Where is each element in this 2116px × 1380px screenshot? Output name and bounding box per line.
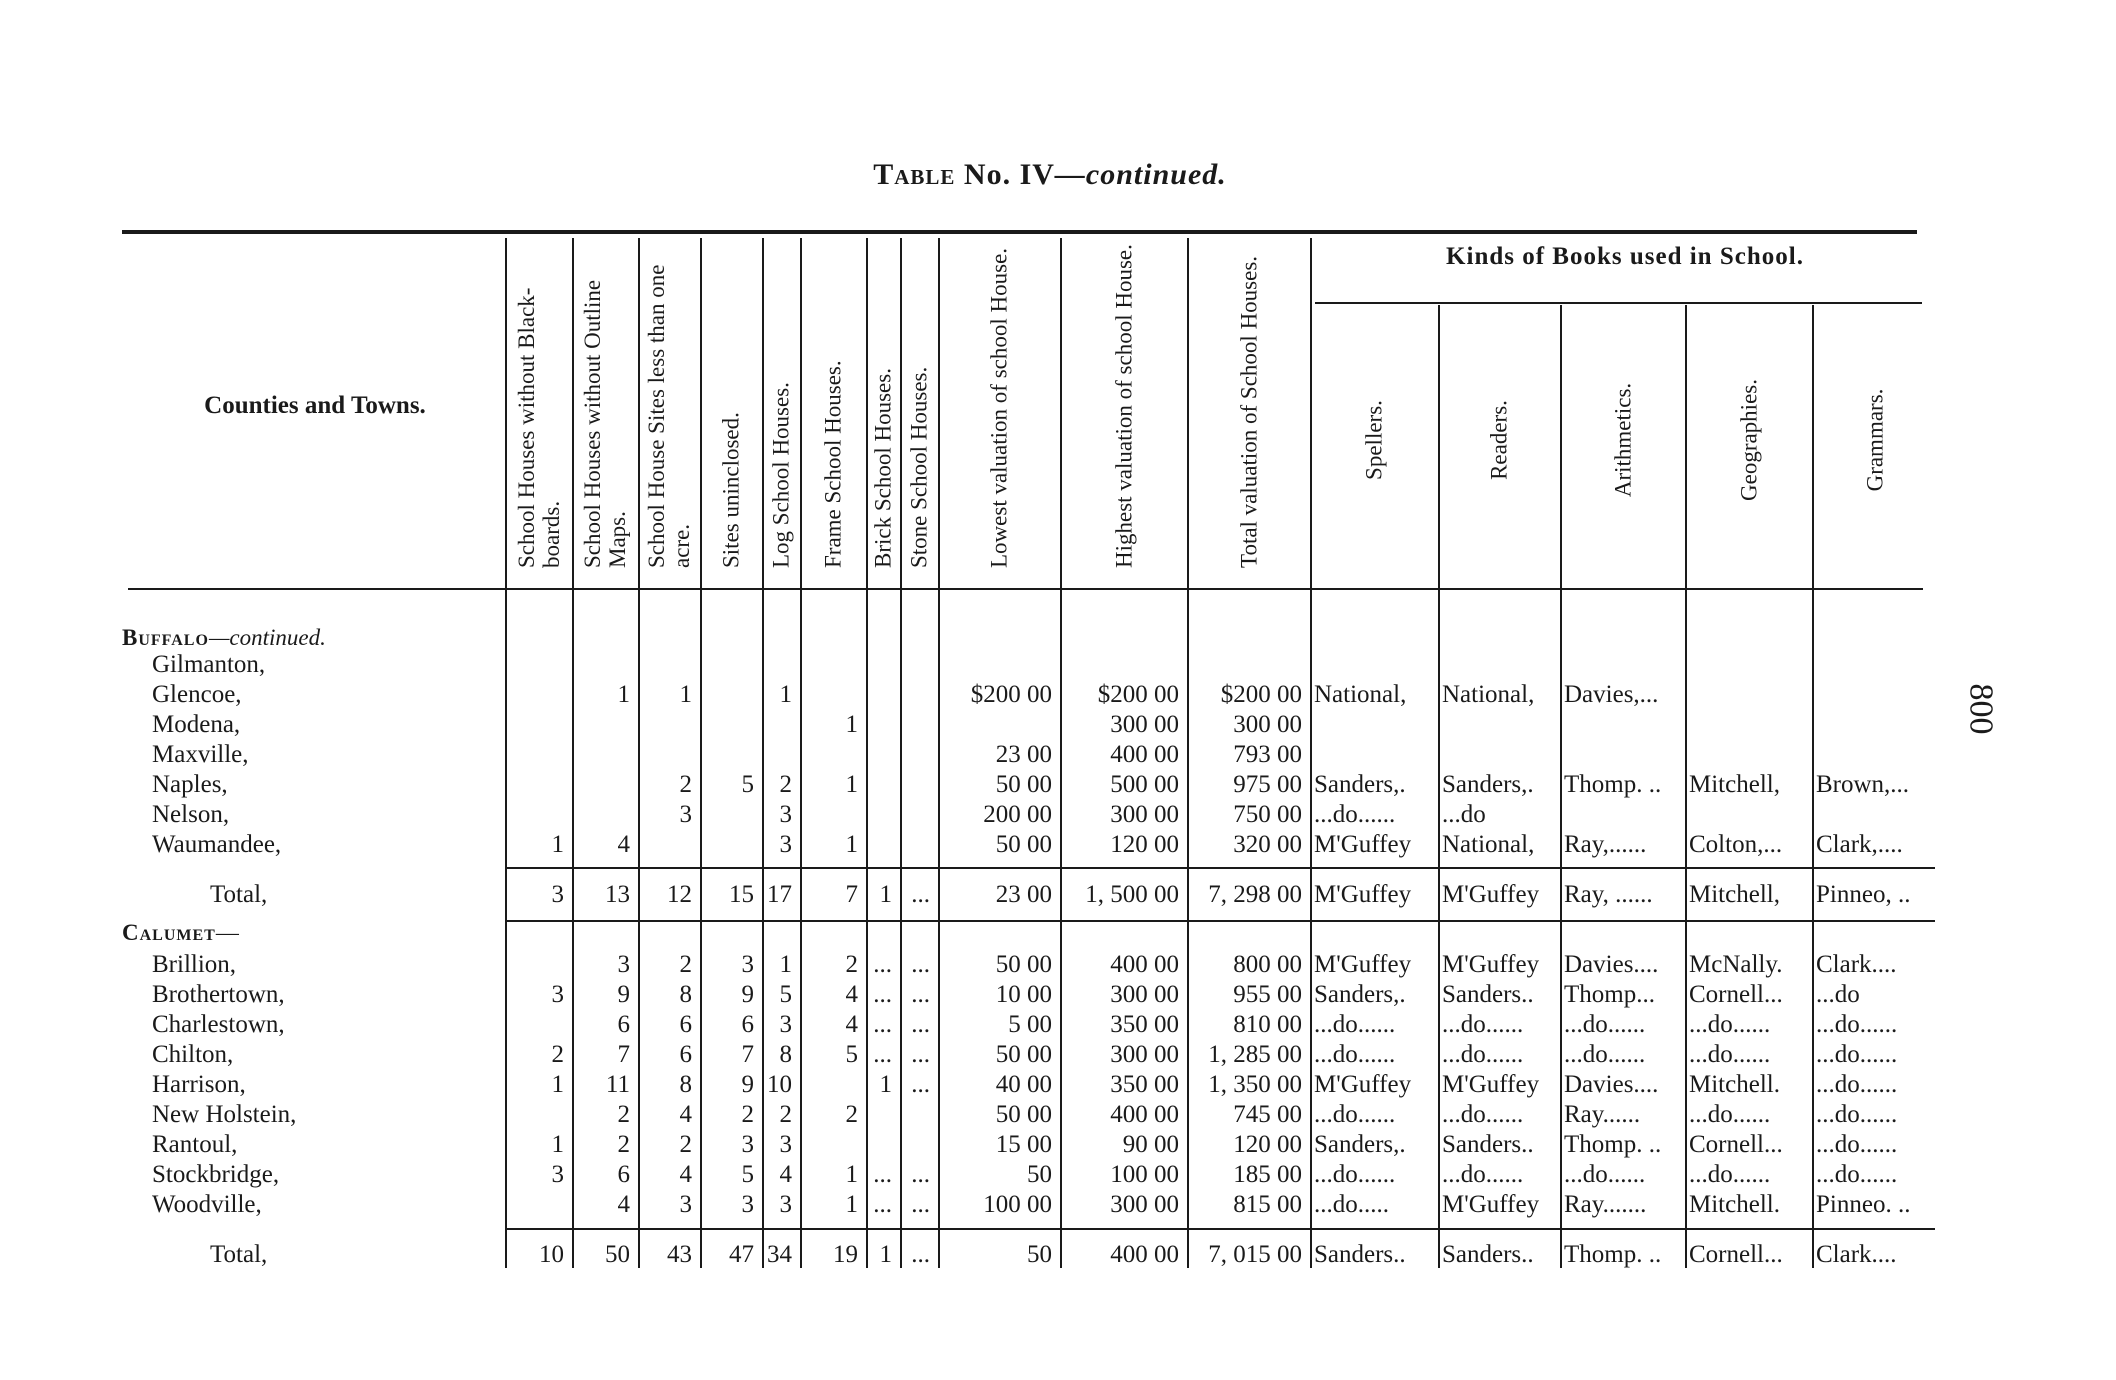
table-cell: 3 bbox=[679, 1191, 692, 1218]
table-cell: 100 00 bbox=[1110, 1161, 1179, 1188]
buffalo-total-rule bbox=[505, 867, 1935, 869]
col-header-sites-uninclosed: Sites uninclosed. bbox=[718, 412, 744, 568]
table-cell: Cornell... bbox=[1689, 1131, 1783, 1158]
table-cell: 815 00 bbox=[1233, 1191, 1302, 1218]
table-row bbox=[0, 950, 2116, 980]
table-cell: ...do...... bbox=[1442, 1101, 1524, 1128]
table-cell: 3 bbox=[779, 1011, 792, 1038]
table-cell: ...do...... bbox=[1689, 1011, 1771, 1038]
section-heading-calumet: Calumet— bbox=[122, 920, 239, 945]
table-cell: 1 bbox=[845, 771, 858, 798]
table-cell: ...do...... bbox=[1564, 1041, 1646, 1068]
table-cell: 34 bbox=[767, 1241, 792, 1268]
table-cell: 1 bbox=[551, 1131, 564, 1158]
town-name: Naples, bbox=[152, 771, 228, 798]
col-header-total-valuation: Total valuation of School Houses. bbox=[1236, 255, 1261, 568]
table-cell: 2 bbox=[679, 951, 692, 978]
table-cell: 19 bbox=[833, 1241, 858, 1268]
table-cell: 3 bbox=[779, 1131, 792, 1158]
table-cell: 50 bbox=[1027, 1161, 1052, 1188]
table-cell: 15 00 bbox=[995, 1131, 1052, 1158]
table-cell: ...do...... bbox=[1689, 1041, 1771, 1068]
total-label: Total, bbox=[210, 881, 268, 908]
table-cell: 47 bbox=[729, 1241, 754, 1268]
town-name: Glencoe, bbox=[152, 681, 242, 708]
table-cell: ...do...... bbox=[1816, 1011, 1898, 1038]
table-cell: 1 bbox=[879, 1071, 892, 1098]
col-header-spellers: Spellers. bbox=[1361, 400, 1387, 480]
kinds-of-books-header: Kinds of Books used in School. bbox=[1446, 243, 1804, 270]
table-cell: 6 bbox=[679, 1041, 692, 1068]
table-cell: 1 bbox=[617, 681, 630, 708]
table-cell: 50 00 bbox=[995, 771, 1052, 798]
table-cell: 975 00 bbox=[1233, 771, 1302, 798]
table-cell: 300 00 bbox=[1110, 711, 1179, 738]
table-cell: Ray, ...... bbox=[1564, 881, 1653, 908]
table-cell: ... bbox=[873, 951, 892, 978]
table-cell: ...do...... bbox=[1314, 1041, 1396, 1068]
table-cell: 1 bbox=[845, 1191, 858, 1218]
table-row bbox=[0, 800, 2116, 830]
table-cell: Mitchell, bbox=[1689, 881, 1780, 908]
table-cell: 43 bbox=[667, 1241, 692, 1268]
table-cell: Pinneo, .. bbox=[1816, 881, 1911, 908]
table-cell: 4 bbox=[779, 1161, 792, 1188]
header-bottom-rule bbox=[128, 588, 1923, 590]
table-cell: 2 bbox=[779, 1101, 792, 1128]
table-cell: ...do...... bbox=[1816, 1131, 1898, 1158]
table-cell: M'Guffey bbox=[1442, 951, 1540, 978]
table-cell: ...do...... bbox=[1689, 1161, 1771, 1188]
table-cell: 9 bbox=[617, 981, 630, 1008]
table-cell: 7 bbox=[617, 1041, 630, 1068]
town-name: Gilmanton, bbox=[152, 651, 266, 678]
table-cell: 745 00 bbox=[1233, 1101, 1302, 1128]
table-cell: 8 bbox=[679, 1071, 692, 1098]
table-cell: M'Guffey bbox=[1442, 1191, 1540, 1218]
table-cell: 300 00 bbox=[1110, 981, 1179, 1008]
table-row bbox=[0, 830, 2116, 860]
table-cell: M'Guffey bbox=[1442, 1071, 1540, 1098]
town-name: New Holstein, bbox=[152, 1101, 297, 1128]
table-cell: ...do...... bbox=[1314, 1011, 1396, 1038]
table-cell: 300 00 bbox=[1110, 1041, 1179, 1068]
table-cell: Sanders,. bbox=[1314, 1131, 1406, 1158]
table-cell: 200 00 bbox=[983, 801, 1052, 828]
table-cell: $200 00 bbox=[1097, 681, 1179, 708]
table-cell: Mitchell, bbox=[1689, 771, 1780, 798]
table-cell: 1 bbox=[551, 831, 564, 858]
table-cell: 400 00 bbox=[1110, 1101, 1179, 1128]
table-cell: 23 00 bbox=[995, 741, 1052, 768]
table-cell: 90 00 bbox=[1122, 1131, 1179, 1158]
table-cell: ...do...... bbox=[1442, 1011, 1524, 1038]
table-cell: ...do...... bbox=[1314, 1101, 1396, 1128]
table-row bbox=[0, 1130, 2116, 1160]
table-cell: ... bbox=[911, 881, 930, 908]
town-name: Brillion, bbox=[152, 951, 237, 978]
table-cell: 6 bbox=[679, 1011, 692, 1038]
table-cell: ... bbox=[873, 1191, 892, 1218]
table-cell: 15 bbox=[729, 881, 754, 908]
table-row bbox=[0, 710, 2116, 740]
table-cell: 12 bbox=[667, 881, 692, 908]
counties-header: Counties and Towns. bbox=[204, 392, 426, 419]
town-name: Maxville, bbox=[152, 741, 249, 768]
table-cell: Ray...... bbox=[1564, 1101, 1641, 1128]
table-cell: 4 bbox=[845, 1011, 858, 1038]
col-header-frame: Frame School Houses. bbox=[820, 360, 846, 568]
table-row bbox=[0, 1160, 2116, 1190]
table-cell: ... bbox=[911, 1241, 930, 1268]
table-cell: 2 bbox=[845, 1101, 858, 1128]
table-cell: 2 bbox=[617, 1131, 630, 1158]
table-cell: Davies,... bbox=[1564, 681, 1659, 708]
page-number: 800 bbox=[1962, 683, 2000, 735]
table-cell: 3 bbox=[741, 951, 754, 978]
table-cell: M'Guffey bbox=[1314, 951, 1412, 978]
table-cell: 50 bbox=[605, 1241, 630, 1268]
total-row bbox=[0, 1240, 2116, 1270]
table-cell: 2 bbox=[679, 771, 692, 798]
table-cell: ... bbox=[911, 981, 930, 1008]
table-cell: 2 bbox=[741, 1101, 754, 1128]
table-cell: 3 bbox=[617, 951, 630, 978]
table-cell: 5 bbox=[741, 771, 754, 798]
town-name: Charlestown, bbox=[152, 1011, 285, 1038]
table-cell: 300 00 bbox=[1110, 1191, 1179, 1218]
table-cell: 1 bbox=[845, 1161, 858, 1188]
town-name: Woodville, bbox=[152, 1191, 262, 1218]
table-cell: 3 bbox=[551, 981, 564, 1008]
table-cell: ...do...... bbox=[1816, 1101, 1898, 1128]
table-cell: 7, 015 00 bbox=[1208, 1241, 1302, 1268]
title-number: No. IV bbox=[963, 158, 1055, 191]
table-cell: 3 bbox=[551, 881, 564, 908]
table-cell: ...do bbox=[1442, 801, 1486, 828]
table-cell: ...do...... bbox=[1564, 1161, 1646, 1188]
table-cell: 7 bbox=[741, 1041, 754, 1068]
town-name: Waumandee, bbox=[152, 831, 282, 858]
table-cell: 1, 285 00 bbox=[1208, 1041, 1302, 1068]
table-cell: 3 bbox=[779, 1191, 792, 1218]
table-cell: 1 bbox=[879, 1241, 892, 1268]
col-header-grammars: Grammars. bbox=[1862, 388, 1887, 492]
table-cell: National, bbox=[1442, 831, 1535, 858]
table-cell: 350 00 bbox=[1110, 1011, 1179, 1038]
table-cell: 120 00 bbox=[1110, 831, 1179, 858]
table-cell: 800 00 bbox=[1233, 951, 1302, 978]
table-cell: Sanders.. bbox=[1442, 981, 1534, 1008]
table-cell: ...do...... bbox=[1314, 1161, 1396, 1188]
table-cell: ...do...... bbox=[1816, 1041, 1898, 1068]
table-cell: 1, 500 00 bbox=[1085, 881, 1179, 908]
calumet-total-rule bbox=[505, 1228, 1935, 1230]
table-cell: Davies.... bbox=[1564, 951, 1659, 978]
table-cell: ...do...... bbox=[1442, 1161, 1524, 1188]
town-name: Harrison, bbox=[152, 1071, 246, 1098]
table-cell: ... bbox=[911, 1041, 930, 1068]
col-header-highest-valuation: Highest valuation of school House. bbox=[1111, 244, 1136, 568]
table-cell: 400 00 bbox=[1110, 741, 1179, 768]
table-row bbox=[0, 770, 2116, 800]
table-cell: 10 bbox=[767, 1071, 792, 1098]
books-subheader-rule bbox=[1315, 302, 1922, 304]
title-suffix: —continued. bbox=[1054, 158, 1227, 191]
table-cell: 1 bbox=[551, 1071, 564, 1098]
table-cell: Sanders,. bbox=[1314, 771, 1406, 798]
table-cell: 8 bbox=[679, 981, 692, 1008]
table-cell: National, bbox=[1314, 681, 1407, 708]
col-header-readers: Readers. bbox=[1486, 400, 1512, 480]
col-header-geographies: Geographies. bbox=[1736, 379, 1761, 501]
town-name: Brothertown, bbox=[152, 981, 285, 1008]
table-cell: ... bbox=[911, 1161, 930, 1188]
table-cell: 6 bbox=[617, 1161, 630, 1188]
table-row bbox=[0, 1190, 2116, 1220]
town-name: Chilton, bbox=[152, 1041, 234, 1068]
table-cell: 2 bbox=[779, 771, 792, 798]
table-cell: 350 00 bbox=[1110, 1071, 1179, 1098]
col-header-stone: Stone School Houses. bbox=[906, 366, 932, 568]
table-cell: 1 bbox=[779, 951, 792, 978]
table-cell: M'Guffey bbox=[1314, 1071, 1412, 1098]
table-cell: 3 bbox=[741, 1131, 754, 1158]
table-cell: 400 00 bbox=[1110, 951, 1179, 978]
table-cell: 23 00 bbox=[995, 881, 1052, 908]
table-cell: 3 bbox=[779, 831, 792, 858]
table-cell: 3 bbox=[551, 1161, 564, 1188]
table-row bbox=[0, 1070, 2116, 1100]
table-cell: Cornell... bbox=[1689, 981, 1783, 1008]
table-row bbox=[0, 1040, 2116, 1070]
table-cell: 810 00 bbox=[1233, 1011, 1302, 1038]
table-cell: Colton,... bbox=[1689, 831, 1783, 858]
table-cell: ... bbox=[911, 1191, 930, 1218]
table-cell: 13 bbox=[605, 881, 630, 908]
table-cell: 10 00 bbox=[995, 981, 1052, 1008]
table-cell: 5 00 bbox=[1008, 1011, 1052, 1038]
col-header-outline-maps: School Houses without Outline Maps. bbox=[580, 279, 630, 568]
table-cell: 10 bbox=[539, 1241, 564, 1268]
table-row bbox=[0, 680, 2116, 710]
table-cell: 1 bbox=[679, 681, 692, 708]
col-header-blackboards: School Houses without Black-boards. bbox=[513, 287, 564, 568]
table-cell: Thomp... bbox=[1564, 981, 1655, 1008]
table-cell: 6 bbox=[617, 1011, 630, 1038]
table-cell: 5 bbox=[845, 1041, 858, 1068]
table-cell: 2 bbox=[617, 1101, 630, 1128]
table-cell: 500 00 bbox=[1110, 771, 1179, 798]
table-cell: ...do...... bbox=[1314, 801, 1396, 828]
table-cell: 3 bbox=[741, 1191, 754, 1218]
section-heading-buffalo: Buffalo—continued. bbox=[122, 625, 326, 650]
table-cell: 8 bbox=[779, 1041, 792, 1068]
table-cell: Clark.... bbox=[1816, 1241, 1897, 1268]
table-cell: 2 bbox=[551, 1041, 564, 1068]
table-cell: 1 bbox=[779, 681, 792, 708]
table-cell: 4 bbox=[845, 981, 858, 1008]
table-cell: Cornell... bbox=[1689, 1241, 1783, 1268]
table-cell: $200 00 bbox=[970, 681, 1052, 708]
table-cell: 2 bbox=[845, 951, 858, 978]
top-rule bbox=[122, 230, 1917, 234]
table-cell: 11 bbox=[605, 1071, 630, 1098]
table-cell: ... bbox=[911, 1011, 930, 1038]
town-name: Nelson, bbox=[152, 801, 230, 828]
town-name: Modena, bbox=[152, 711, 241, 738]
table-cell: Thomp. .. bbox=[1564, 1131, 1662, 1158]
table-cell: 7, 298 00 bbox=[1208, 881, 1302, 908]
calumet-start-rule bbox=[505, 920, 1935, 922]
col-header-sites-less-acre: School House Sites less than one acre. bbox=[644, 264, 694, 568]
col-header-lowest-valuation: Lowest valuation of school House. bbox=[986, 247, 1012, 568]
table-cell: Ray....... bbox=[1564, 1191, 1647, 1218]
table-cell: 9 bbox=[741, 1071, 754, 1098]
table-cell: ...do...... bbox=[1689, 1101, 1771, 1128]
table-cell: 9 bbox=[741, 981, 754, 1008]
table-cell: 50 00 bbox=[995, 951, 1052, 978]
table-cell: 50 bbox=[1027, 1241, 1052, 1268]
table-cell: Thomp. .. bbox=[1564, 1241, 1662, 1268]
table-cell: Sanders,. bbox=[1442, 771, 1534, 798]
table-cell: 750 00 bbox=[1233, 801, 1302, 828]
table-cell: Sanders.. bbox=[1314, 1241, 1406, 1268]
table-cell: M'Guffey bbox=[1442, 881, 1540, 908]
table-cell: 4 bbox=[617, 831, 630, 858]
table-cell: 4 bbox=[679, 1101, 692, 1128]
table-cell: Brown,... bbox=[1816, 771, 1910, 798]
table-cell: 50 00 bbox=[995, 1041, 1052, 1068]
table-cell: Sanders.. bbox=[1442, 1241, 1534, 1268]
table-cell: Mitchell. bbox=[1689, 1071, 1780, 1098]
town-name: Stockbridge, bbox=[152, 1161, 280, 1188]
table-cell: Clark,.... bbox=[1816, 831, 1903, 858]
table-cell: ... bbox=[873, 1161, 892, 1188]
table-cell: ... bbox=[873, 981, 892, 1008]
table-cell: 320 00 bbox=[1233, 831, 1302, 858]
table-cell: 5 bbox=[779, 981, 792, 1008]
table-cell: McNally. bbox=[1689, 951, 1783, 978]
table-cell: ... bbox=[873, 1041, 892, 1068]
table-cell: 1 bbox=[845, 711, 858, 738]
table-cell: 300 00 bbox=[1110, 801, 1179, 828]
table-cell: ...do bbox=[1816, 981, 1860, 1008]
table-row bbox=[0, 1010, 2116, 1040]
table-row bbox=[0, 740, 2116, 770]
table-cell: ...do..... bbox=[1314, 1191, 1389, 1218]
col-header-log: Log School Houses. bbox=[768, 382, 794, 568]
table-cell: 17 bbox=[767, 881, 792, 908]
table-cell: ... bbox=[911, 1071, 930, 1098]
table-cell: $200 00 bbox=[1220, 681, 1302, 708]
table-cell: Ray,...... bbox=[1564, 831, 1647, 858]
table-cell: 50 00 bbox=[995, 831, 1052, 858]
table-cell: 400 00 bbox=[1110, 1241, 1179, 1268]
table-row bbox=[0, 980, 2116, 1010]
table-row bbox=[0, 650, 2116, 680]
table-cell: ...do...... bbox=[1816, 1161, 1898, 1188]
table-cell: 300 00 bbox=[1233, 711, 1302, 738]
table-cell: Davies.... bbox=[1564, 1071, 1659, 1098]
table-cell: ... bbox=[911, 951, 930, 978]
table-cell: National, bbox=[1442, 681, 1535, 708]
table-cell: Pinneo. .. bbox=[1816, 1191, 1911, 1218]
table-cell: 4 bbox=[617, 1191, 630, 1218]
table-cell: ...do...... bbox=[1442, 1041, 1524, 1068]
table-cell: 1, 350 00 bbox=[1208, 1071, 1302, 1098]
table-cell: M'Guffey bbox=[1314, 831, 1412, 858]
table-cell: ...do...... bbox=[1564, 1011, 1646, 1038]
total-row bbox=[0, 880, 2116, 910]
table-cell: 5 bbox=[741, 1161, 754, 1188]
table-cell: 100 00 bbox=[983, 1191, 1052, 1218]
table-cell: 1 bbox=[845, 831, 858, 858]
col-header-arithmetics: Arithmetics. bbox=[1610, 382, 1635, 498]
table-cell: 4 bbox=[679, 1161, 692, 1188]
table-title bbox=[600, 158, 1500, 192]
table-cell: 3 bbox=[679, 801, 692, 828]
table-cell: M'Guffey bbox=[1314, 881, 1412, 908]
table-cell: Thomp. .. bbox=[1564, 771, 1662, 798]
table-cell: 955 00 bbox=[1233, 981, 1302, 1008]
title-prefix: Table bbox=[873, 158, 956, 191]
col-header-brick: Brick School Houses. bbox=[870, 368, 896, 568]
table-cell: ...do...... bbox=[1816, 1071, 1898, 1098]
table-cell: Mitchell. bbox=[1689, 1191, 1780, 1218]
table-cell: 1 bbox=[879, 881, 892, 908]
table-cell: 7 bbox=[845, 881, 858, 908]
table-cell: Sanders,. bbox=[1314, 981, 1406, 1008]
table-cell: 6 bbox=[741, 1011, 754, 1038]
total-label: Total, bbox=[210, 1241, 268, 1268]
table-cell: 40 00 bbox=[995, 1071, 1052, 1098]
table-cell: 793 00 bbox=[1233, 741, 1302, 768]
table-cell: 50 00 bbox=[995, 1101, 1052, 1128]
table-cell: Sanders.. bbox=[1442, 1131, 1534, 1158]
table-cell: 185 00 bbox=[1233, 1161, 1302, 1188]
town-name: Rantoul, bbox=[152, 1131, 238, 1158]
table-cell: ... bbox=[873, 1011, 892, 1038]
table-cell: 3 bbox=[779, 801, 792, 828]
table-row bbox=[0, 1100, 2116, 1130]
table-cell: Clark.... bbox=[1816, 951, 1897, 978]
table-cell: 2 bbox=[679, 1131, 692, 1158]
table-cell: 120 00 bbox=[1233, 1131, 1302, 1158]
